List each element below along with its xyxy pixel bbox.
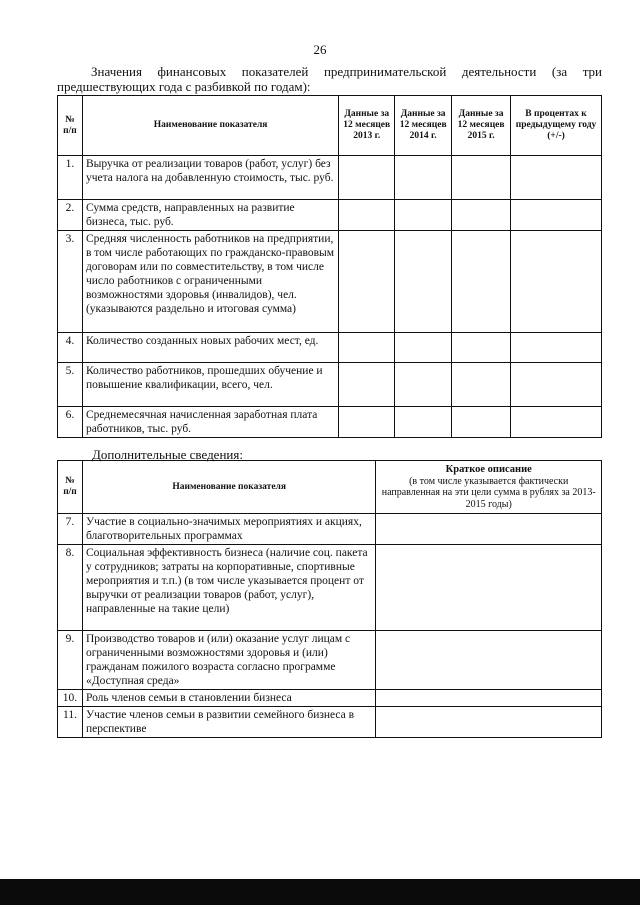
description-note: (в том числе указывается фактически направленная на эти цели сумма в рублях за 2013-2015 годы) <box>381 475 596 510</box>
col-header-percent: В процентах к предыдущему году (+/-) <box>511 96 602 156</box>
page-number: 26 <box>313 42 327 57</box>
cell-2014 <box>395 231 452 333</box>
row-name: Сумма средств, направленных на развитие бизнеса, тыс. руб. <box>82 200 338 231</box>
cell-2015 <box>452 231 511 333</box>
cell-2013 <box>339 333 395 363</box>
table-row <box>58 231 602 333</box>
col-header-num: № п/п <box>58 96 83 156</box>
row-number: 7. <box>58 514 83 545</box>
row-name: Роль членов семьи в становлении бизнеса <box>82 690 375 707</box>
table-row <box>58 707 602 738</box>
cell-2013 <box>339 156 395 200</box>
additional-info-heading: Дополнительные сведения: <box>92 447 243 462</box>
table-row <box>58 631 602 690</box>
col-header-name: Наименование показателя <box>82 461 375 514</box>
table-row <box>58 156 602 200</box>
row-number: 9. <box>58 631 83 690</box>
cell-2015 <box>452 156 511 200</box>
col-header-2014: Данные за 12 месяцев 2014 г. <box>395 96 452 156</box>
row-number: 11. <box>58 707 83 738</box>
row-number: 10. <box>58 690 83 707</box>
row-name: Количество работников, прошедших обучение и повышение квалификации, всего, чел. <box>82 363 338 407</box>
cell-percent <box>511 407 602 438</box>
table-row <box>58 407 602 438</box>
cell-description <box>376 707 602 738</box>
row-name: Средняя численность работников на предприятии, в том числе работающих по гражданско-правовым договорам или по совместительству, в том числе число работников с ограниченными возможностями здоровья (инвалидов), чел. (указываются раздельно и итоговая сумма) <box>82 231 338 333</box>
row-number: 8. <box>58 545 83 631</box>
row-number: 4. <box>58 333 83 363</box>
cell-percent <box>511 231 602 333</box>
row-number: 1. <box>58 156 83 200</box>
cell-2014 <box>395 200 452 231</box>
scan-edge-bar <box>0 879 640 905</box>
cell-percent <box>511 363 602 407</box>
cell-description <box>376 545 602 631</box>
cell-2015 <box>452 407 511 438</box>
table-row <box>58 514 602 545</box>
table-row <box>58 200 602 231</box>
cell-2014 <box>395 363 452 407</box>
row-number: 5. <box>58 363 83 407</box>
row-number: 2. <box>58 200 83 231</box>
cell-description <box>376 690 602 707</box>
financial-indicators-table <box>57 95 602 438</box>
cell-2013 <box>339 200 395 231</box>
row-name: Производство товаров и (или) оказание услуг лицам с ограниченными возможностями здоровья и (или) гражданам пожилого возраста согласно программе «Доступная среда» <box>82 631 375 690</box>
table-row <box>58 363 602 407</box>
row-name: Участие членов семьи в развитии семейного бизнеса в перспективе <box>82 707 375 738</box>
cell-2013 <box>339 407 395 438</box>
col-header-2015: Данные за 12 месяцев 2015 г. <box>452 96 511 156</box>
intro-text: Значения финансовых показателей предпринимательской деятельности (за три предшествующих года с разбивкой по годам): <box>57 64 602 94</box>
cell-description <box>376 631 602 690</box>
table-row <box>58 545 602 631</box>
description-title: Краткое описание <box>445 464 532 475</box>
row-number: 6. <box>58 407 83 438</box>
cell-2015 <box>452 200 511 231</box>
cell-2015 <box>452 363 511 407</box>
col-header-2013: Данные за 12 месяцев 2013 г. <box>339 96 395 156</box>
cell-2014 <box>395 156 452 200</box>
row-name: Среднемесячная начисленная заработная плата работников, тыс. руб. <box>82 407 338 438</box>
row-name: Выручка от реализации товаров (работ, услуг) без учета налога на добавленную стоимость, тыс. руб. <box>82 156 338 200</box>
cell-percent <box>511 333 602 363</box>
table-row <box>58 690 602 707</box>
cell-2013 <box>339 363 395 407</box>
row-name: Социальная эффективность бизнеса (наличие соц. пакета у сотрудников; затраты на корпоративные, спортивные мероприятия и т.п.) (в том числе указывается процент от выручки от реализации товаров (работ, услуг), направленные на такие цели) <box>82 545 375 631</box>
col-header-num: № п/п <box>58 461 83 514</box>
row-name: Количество созданных новых рабочих мест, ед. <box>82 333 338 363</box>
cell-2014 <box>395 407 452 438</box>
row-name: Участие в социально-значимых мероприятиях и акциях, благотворительных программах <box>82 514 375 545</box>
col-header-description <box>376 461 602 514</box>
cell-description <box>376 514 602 545</box>
table-row <box>58 333 602 363</box>
cell-percent <box>511 200 602 231</box>
additional-info-table <box>57 460 602 738</box>
row-number: 3. <box>58 231 83 333</box>
cell-2015 <box>452 333 511 363</box>
cell-2014 <box>395 333 452 363</box>
cell-2013 <box>339 231 395 333</box>
cell-percent <box>511 156 602 200</box>
col-header-name: Наименование показателя <box>82 96 338 156</box>
